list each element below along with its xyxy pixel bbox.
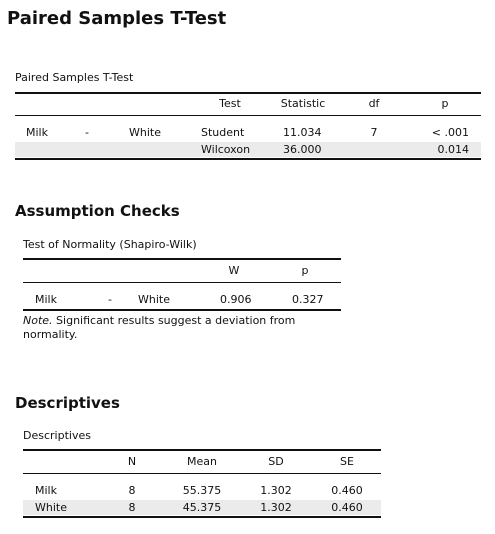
descriptives-row1-se: 0.460: [331, 484, 363, 497]
descriptives-row2-name: White: [35, 501, 67, 514]
descriptives-row2-sd: 1.302: [260, 501, 292, 514]
descriptives-header-sd: SD: [268, 455, 284, 468]
ttest-top-rule: [15, 92, 481, 94]
normality-bottom-rule: [23, 309, 341, 311]
ttest-row2-test: Wilcoxon: [201, 143, 251, 156]
ttest-bottom-rule: [15, 158, 481, 160]
normality-p-value: 0.327: [292, 293, 324, 306]
descriptives-row2-mean: 45.375: [182, 501, 222, 514]
descriptives-top-rule: [23, 449, 381, 451]
normality-header-w: W: [228, 264, 240, 277]
normality-header-p: p: [301, 264, 309, 277]
descriptives-row1-mean: 55.375: [182, 484, 222, 497]
descriptives-header-n: N: [127, 455, 137, 468]
ttest-row2-statistic: 36.000: [283, 143, 322, 156]
note-text: Significant results suggest a deviation from normality.: [23, 314, 296, 341]
ttest-header-statistic: Statistic: [280, 97, 326, 110]
normality-header-rule: [23, 282, 341, 283]
descriptives-row1-name: Milk: [35, 484, 57, 497]
descriptives-title: Descriptives: [15, 394, 120, 412]
ttest-header-df: df: [368, 97, 380, 110]
normality-top-rule: [23, 258, 341, 260]
normality-caption: Test of Normality (Shapiro-Wilk): [23, 238, 197, 251]
normality-var2: White: [138, 293, 170, 306]
ttest-caption: Paired Samples T-Test: [15, 71, 134, 84]
descriptives-row2-n: 8: [128, 501, 136, 514]
ttest-row1-p: < .001: [431, 126, 469, 139]
ttest-var2: White: [129, 126, 161, 139]
normality-var1: Milk: [35, 293, 57, 306]
assumption-title: Assumption Checks: [15, 202, 180, 220]
normality-dash: -: [108, 293, 112, 306]
normality-w-value: 0.906: [220, 293, 252, 306]
descriptives-row1-sd: 1.302: [260, 484, 292, 497]
ttest-dash: -: [85, 126, 89, 139]
ttest-row1-test: Student: [201, 126, 245, 139]
ttest-header-rule: [15, 115, 481, 116]
descriptives-header-se: SE: [340, 455, 354, 468]
descriptives-header-mean: Mean: [187, 455, 217, 468]
note-label: Note.: [23, 314, 53, 327]
ttest-row2-p: 0.014: [437, 143, 469, 156]
descriptives-header-rule: [23, 473, 381, 474]
ttest-row1-df: 7: [370, 126, 378, 139]
descriptives-row1-n: 8: [128, 484, 136, 497]
ttest-header-p: p: [441, 97, 449, 110]
descriptives-bottom-rule: [23, 516, 381, 518]
descriptives-row2-se: 0.460: [331, 501, 363, 514]
ttest-row1-statistic: 11.034: [283, 126, 322, 139]
ttest-var1: Milk: [26, 126, 48, 139]
normality-note: [23, 314, 323, 342]
descriptives-caption: Descriptives: [23, 429, 91, 442]
ttest-header-test: Test: [219, 97, 241, 110]
page-title: Paired Samples T-Test: [7, 8, 227, 29]
